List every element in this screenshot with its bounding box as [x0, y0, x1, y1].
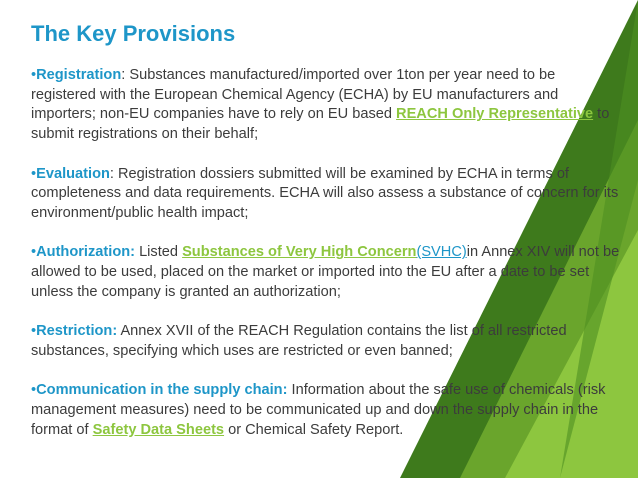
term-authorization: Authorization: [36, 244, 136, 261]
restriction-text: Annex XVII of the REACH Regulation contains the list of all restricted substances, specifying which uses are restricted or even banned; [31, 323, 567, 359]
bullet: • [31, 244, 37, 261]
authorization-text: Listed [135, 244, 183, 261]
slide-title: The Key Provisions [31, 21, 236, 46]
term-evaluation: Evaluation [36, 165, 110, 182]
provision-evaluation [31, 165, 621, 224]
link-svhc-abbrev[interactable]: (SVHC) [416, 244, 467, 261]
provision-registration [31, 66, 621, 145]
term-restriction: Restriction: [36, 323, 118, 340]
bullet: • [31, 67, 37, 83]
term-registration: Registration [36, 67, 122, 83]
authorization-text-end: in Annex XIV will not be allowed to be used, placed on the market or imported into the EU after a date to be set unless the company is granted an authorization; [31, 244, 620, 300]
link-safety-data-sheets[interactable]: Safety Data Sheets [92, 421, 225, 438]
communication-text: Information about the safe use of chemicals (risk management measures) need to be communicated up and down the supply chain in the format of [31, 382, 606, 438]
registration-text-end: to submit registrations on their behalf; [31, 106, 610, 143]
provisions-list [31, 66, 621, 460]
bullet: • [31, 323, 37, 340]
bullet: • [31, 165, 37, 182]
communication-text-end: or Chemical Safety Report. [224, 421, 404, 438]
provision-authorization [31, 243, 621, 302]
bullet: • [31, 382, 37, 399]
term-communication: Communication in the supply chain: [36, 382, 288, 399]
registration-text: : Substances manufactured/imported over 1ton per year need to be registered with the European Chemical Agency (ECHA) by EU manufacturers and importers; non-EU companies have to rely on EU based [31, 67, 559, 123]
evaluation-text: : Registration dossiers submitted will be examined by ECHA in terms of completeness and data requirements. ECHA will also assess a substance of concern for its environment/public health impact; [31, 165, 619, 221]
link-reach-only-representative[interactable]: REACH Only Representative [396, 106, 594, 123]
link-svhc[interactable]: Substances of Very High Concern [182, 244, 417, 261]
provision-communication [31, 381, 621, 440]
provision-restriction [31, 322, 621, 361]
